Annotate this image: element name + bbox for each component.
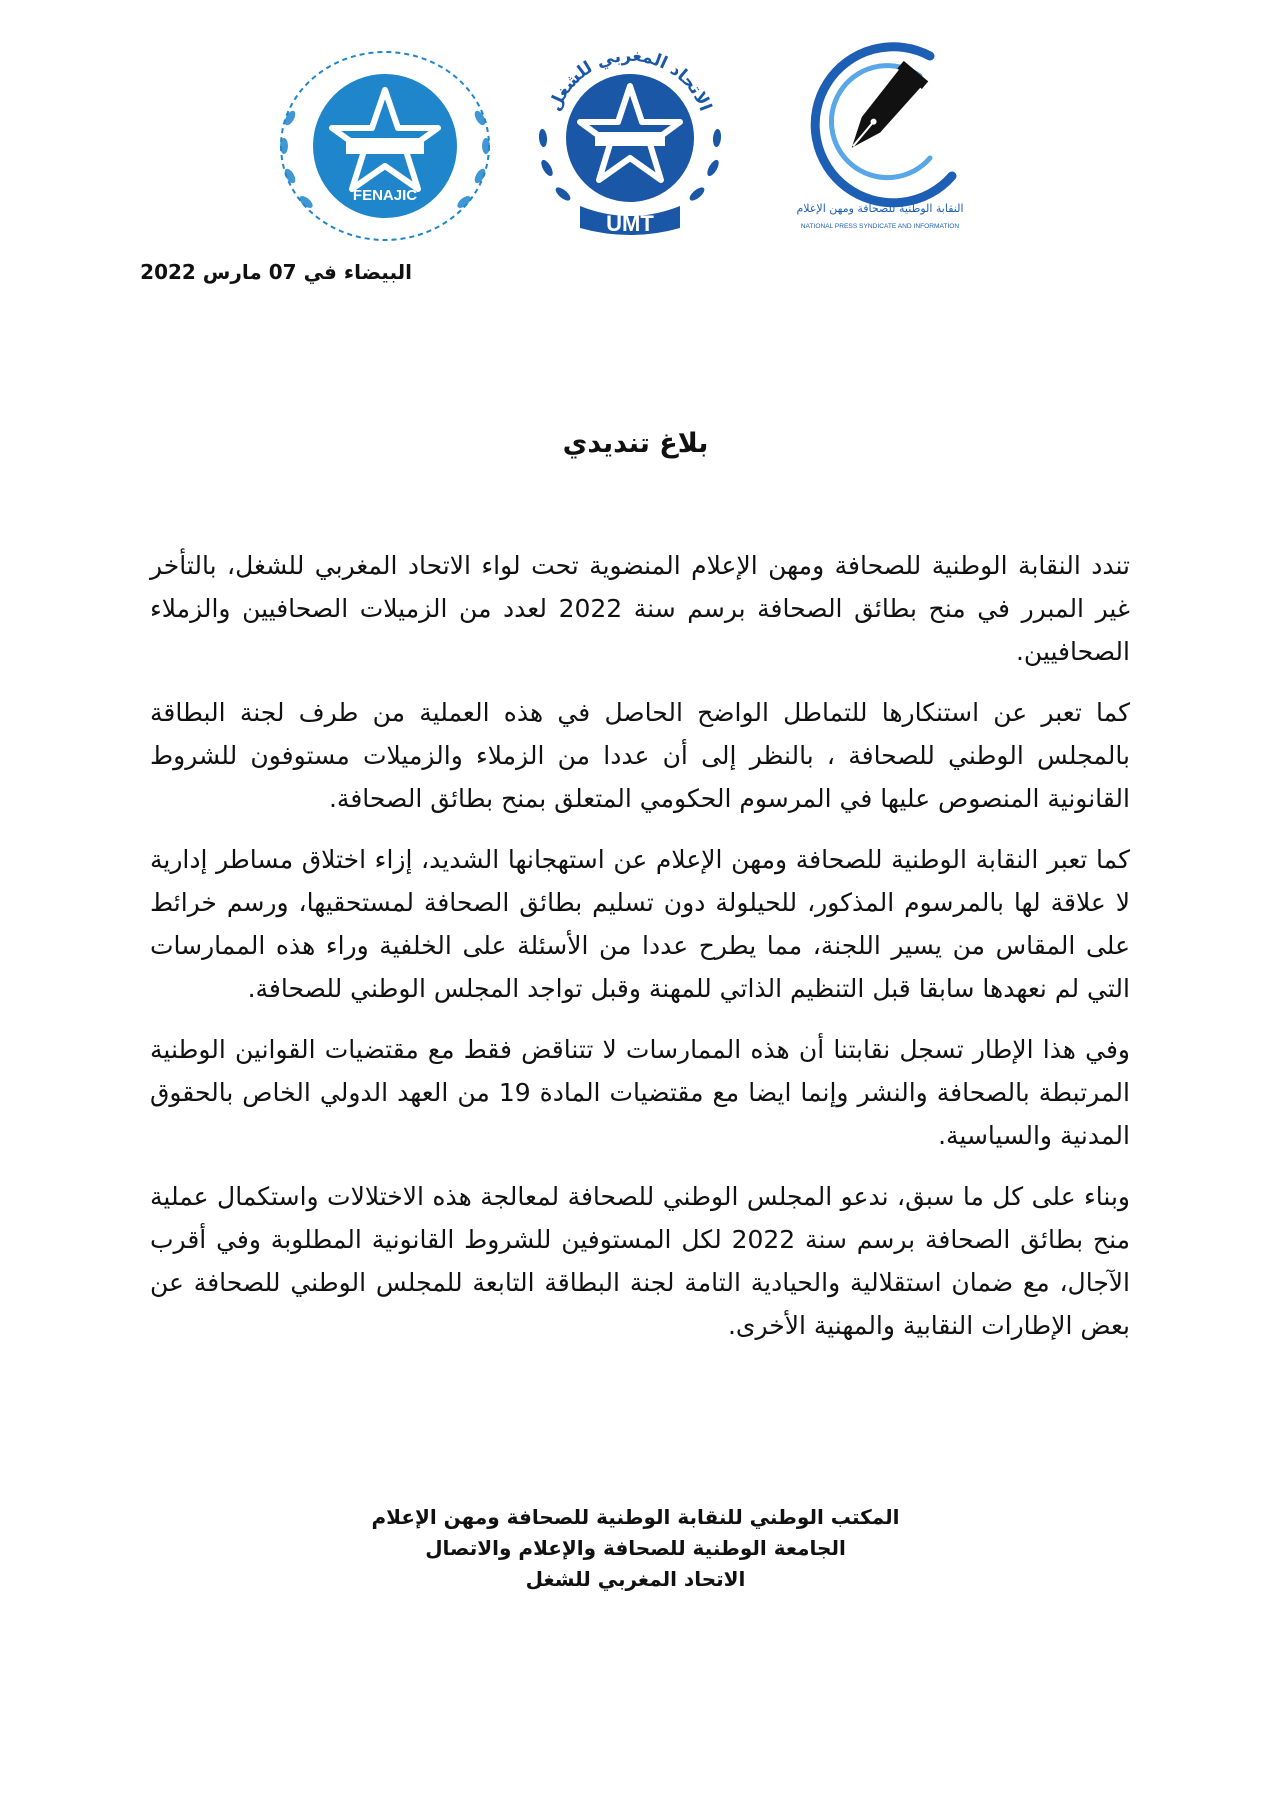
body-paragraph: كما تعبر النقابة الوطنية للصحافة ومهن الإعلام عن استهجانها الشديد، إزاء اختلاق مساطر إدارية لا علاقة لها بالمرسوم المذكور، للحيلولة دون تسليم بطائق الصحافة لمستحقيها، ورسم خرائط على المقاس من يسير اللجنة، مما يطرح عددا من الأسئلة على الخلفية وراء هذه الممارسات التي لم نعهدها سابقا قبل التنظيم الذاتي للمهنة وقبل تواجد المجلس الوطني للصحافة. xyxy=(150,845,1130,1003)
signature-line: الاتحاد المغربي للشغل xyxy=(525,1567,746,1591)
document-body xyxy=(150,544,1130,1365)
document-title: بلاغ تنديدي xyxy=(562,428,709,459)
body-paragraph: كما تعبر عن استنكارها للتماطل الواضح الحاصل في هذه العملية من طرف لجنة البطاقة بالمجلس الوطني للصحافة ، بالنظر إلى أن عددا من الزملاء والزميلات مستوفون للشروط القانونية المنصوص عليها في المرسوم الحكومي المتعلق بمنح بطائق الصحافة. xyxy=(150,698,1130,813)
body-paragraph: تندد النقابة الوطنية للصحافة ومهن الإعلام المنضوية تحت لواء الاتحاد المغربي للشغل، بالتأخر غير المبرر في منح بطائق الصحافة برسم سنة 2022 لعدد من الزميلات الصحافيين والزملاء الصحافيين. xyxy=(150,551,1130,666)
svg-text:FENAJIC: FENAJIC xyxy=(352,187,418,204)
document-date: البيضاء في 07 مارس 2022 xyxy=(140,260,412,284)
signature-line: الجامعة الوطنية للصحافة والإعلام والاتصال xyxy=(425,1536,846,1560)
svg-text:النقابة الوطنية للصحافة ومهن ا: النقابة الوطنية للصحافة ومهن الإعلام xyxy=(796,202,964,215)
body-paragraph: وفي هذا الإطار تسجل نقابتنا أن هذه الممارسات لا تتناقض فقط مع مقتضيات القوانين الوطنية المرتبطة بالصحافة والنشر وإنما ايضا مع مقتضيات المادة 19 من العهد الدولي الخاص بالحقوق المدنية والسياسية. xyxy=(150,1035,1130,1150)
signature-block xyxy=(0,1502,1271,1595)
umt-logo xyxy=(525,28,735,243)
logos-header xyxy=(270,28,980,248)
body-paragraph: وبناء على كل ما سبق، ندعو المجلس الوطني للصحافة لمعالجة هذه الاختلالات واستكمال عملية منح بطائق الصحافة برسم سنة 2022 لكل المستوفين للشروط القانونية المطلوبة وفي أقرب الآجال، مع ضمان استقلالية والحيادية التامة لجنة البطاقة التابعة للمجلس الوطني للصحافة عن بعض الإطارات النقابية والمهنية الأخرى. xyxy=(150,1182,1131,1340)
svg-text:الاتحاد المغربي للشغل: الاتحاد المغربي للشغل xyxy=(544,45,716,115)
signature-line: المكتب الوطني للنقابة الوطنية للصحافة ومهن الإعلام xyxy=(371,1505,900,1529)
svg-text:NATIONAL PRESS SYNDICATE AND I: NATIONAL PRESS SYNDICATE AND INFORMATION xyxy=(800,223,960,230)
press-syndicate-logo xyxy=(780,36,980,246)
svg-text:UMT: UMT xyxy=(606,211,654,236)
fenajic-logo xyxy=(270,48,500,248)
